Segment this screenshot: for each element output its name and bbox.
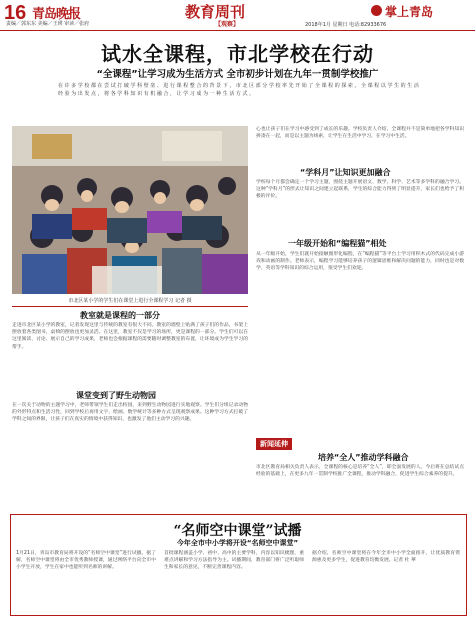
body-text-d: 学校每个月都会确定一个学习主题，围绕主题开展语文、数学、科学、艺术等多学科的融合学习。这种“学科月”的形式让知识之间建立起联系，学生的综合能力得到了明显提升，家长们也给予了积极的评价。 [256, 180, 464, 200]
photo-caption: 市北区某小学的学生们在课堂上进行全课程学习 记者 摄 [68, 298, 192, 304]
section-subtitle: 【观察】 [215, 21, 240, 28]
lead-paragraph: 在 许 多 学 校 都 在 尝 试 打 破 学 科 壁 垒 、 进 行 课 程 整 合 的 背 景 下 ， 市 北 区 部 分 学 校 率 先 开 始 了 全 课 程 的 探 索 。 全 课 程 以 学 生 的 生 活 经 验 为 出 发 点 ， 将 各 学 科 知 识 有 机 融 合 ， 让 学 习 成 为 一 种 生 活 方 式 。 [58, 83, 419, 97]
editor-meta: 责编／郭东东 美编／王瑛 审读／张府 [6, 21, 90, 27]
divider [12, 306, 248, 307]
headline: 试水全课程，市北学校在行动 [101, 42, 374, 66]
section-heading-4: 一年级开始和“编程猫”相处 [288, 239, 387, 248]
body-text-b: 在一次关于动物的主题学习中，老师带领学生们走出校园，来到野生动物园进行实地观察。学生们分组记录动物的外形特点和生活习性，回到学校后再用文字、绘画、数学统计等多种方式呈现观察成果。这种学习方式打破了学科之间的界限，让孩子们在真实的情境中获得知识，也激发了他们主动学习的兴趣。 [12, 403, 248, 423]
bottom-text-c: 据介绍，名师空中课堂将在今年全市中小学全面推开，让优质教育资源惠及更多学生，促进教育均衡发展。记者 杜 華 [312, 551, 460, 564]
body-text-f: 市北区教育局相关负责人表示，全课程的核心是培养“全人”，即全面发展的人。今后将在总结试点经验的基础上，在更多九年一贯制学校推广全课程，推动学科融合，促进学生综合素养的提升。 [256, 465, 464, 478]
classroom-photo [12, 126, 248, 294]
body-text-a: 走进市北区某小学的教室，记者发现这里与传统的教室有很大不同。教室的墙壁上贴满了孩子们的作品，书架上摆放着各类图书，桌椅的摆放也更加灵活。在这里，教室不仅是学习的场所，更是课程的一部分。学生们可以在这里阅读、讨论、展示自己的学习成果，老师也会根据课程的需要随时调整教室的布置，让环境成为学生学习的帮手。 [12, 323, 248, 350]
masthead: 青岛晚报 [32, 7, 81, 22]
subheadline: “全课程”让学习成为生活方式 全市初步计划在九年一贯制学校推广 [96, 69, 379, 80]
body-text-c: 心也让孩子们在学习中感受到了成长的乐趣。学校负责人介绍，全课程并不是简单地把各学科知识拼凑在一起，而是以主题为线索，让学生在生活中学习，在学习中生活。 [256, 127, 464, 140]
section-heading-2: 课堂变到了野生动物园 [76, 391, 156, 400]
app-logo-icon [371, 5, 382, 16]
section-title: 教育周刊 [185, 3, 246, 21]
bottom-text-a: 1月21日，青岛市教育局将开设的“名师空中课堂”进行试播。据了解，名师空中课堂将由全市优秀教师授课，通过网络平台向全市中小学生开放，学生在家中也能听到名师的讲解。 [16, 551, 156, 571]
section-heading-5: 培养“全人”推动学科融合 [318, 453, 409, 462]
body-text-e: 从一年级开始，学生们就开始接触图形化编程，在“编程猫”等平台上学习用积木式的代码完成小游戏和动画的制作。老师表示，编程学习能够培养孩子的逻辑思维和解决问题的能力，同时也是对数学、英语等学科知识的综合运用，很受学生们欢迎。 [256, 252, 464, 272]
date-meta: 2018年1月 星期日 电话:82933676 [305, 22, 387, 28]
bottom-text-b: 首批课程涵盖小学、初中、高中的主要学科，内容以知识梳理、重难点讲解和学习方法指导为主。试播期间，教育部门将广泛听取师生和家长的意见，不断完善课程内容。 [164, 551, 304, 571]
news-extension-tag: 新闻延伸 [256, 438, 292, 450]
section-heading-1: 教室就是课程的一部分 [80, 311, 160, 320]
section-heading-3: “学科月”让知识更加融合 [300, 168, 391, 177]
app-name: 掌上青岛 [385, 5, 434, 19]
bottom-headline: “名师空中课堂”试播 [173, 523, 302, 539]
bottom-subheadline: 今年全市中小学将开设“名师空中课堂” [176, 539, 299, 547]
page-number: 16 [4, 2, 27, 24]
